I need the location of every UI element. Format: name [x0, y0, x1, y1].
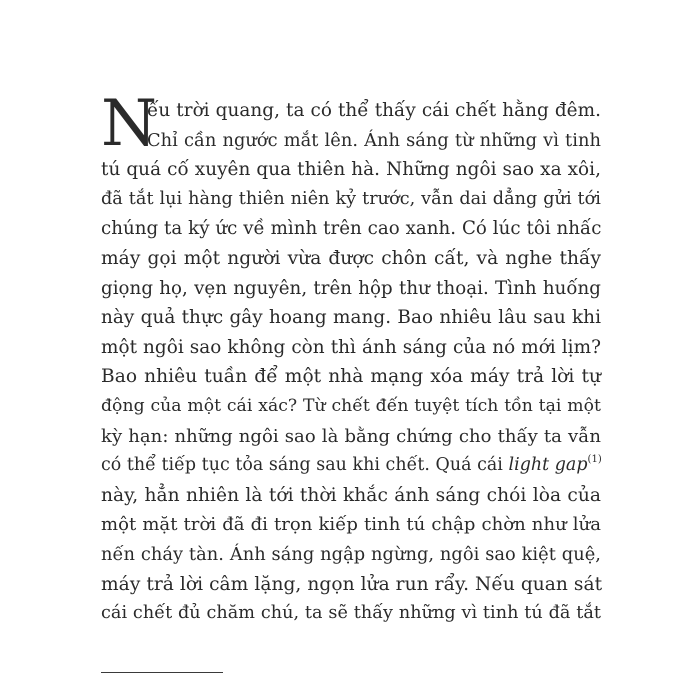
text-line-13 — [101, 451, 601, 481]
light-gap-term: light gap — [508, 455, 588, 476]
text-line-1: ếu trời quang, ta có thể thấy cái chết hằng đêm. — [147, 100, 601, 121]
footnote-marker: (1) — [587, 454, 602, 466]
drop-cap-letter: N — [101, 87, 157, 161]
text-line-5: chúng ta ký ức về mình trên cao xanh. Có lúc tôi nhấc — [101, 218, 602, 240]
text-line-9: một ngôi sao không còn thì ánh sáng của nó mới lịm? — [101, 336, 601, 358]
text-line-14: này, hẳn nhiên là tới thời khắc ánh sáng chói lòa của — [101, 484, 601, 506]
text-line-16: nến cháy tàn. Ánh sáng ngập ngừng, ngôi sao kiệt quệ, — [101, 543, 601, 565]
text-line-10: Bao nhiêu tuần để một nhà mạng xóa máy trả lời tự — [101, 366, 601, 388]
text-line-11: động của một cái xác? Từ chết đến tuyệt tích tồn tại một — [101, 395, 601, 416]
text-line-18: cái chết đủ chăm chú, ta sẽ thấy những vì tinh tú đã tắt — [101, 603, 601, 624]
text-line-6: máy gọi một người vừa được chôn cất, và nghe thấy — [101, 247, 601, 269]
text-line-8: này quả thực gây hoang mang. Bao nhiêu lâu sau khi — [101, 307, 601, 329]
text-line-3: tú quá cố xuyên qua thiên hà. Những ngôi sao xa xôi, — [101, 159, 601, 181]
text-line-13-start: có thể tiếp tục tỏa sáng sau khi chết. Quá cái — [101, 455, 509, 476]
text-line-4: đã tắt lụi hàng thiên niên kỷ trước, vẫn dai dẳng gửi tới — [101, 188, 601, 209]
footnote-separator-rule — [101, 672, 223, 673]
text-line-7: giọng họ, vẹn nguyên, trên hộp thư thoại. Tình huống — [101, 277, 601, 299]
text-line-12: kỳ hạn: những ngôi sao là bằng chứng cho thấy ta vẫn — [101, 425, 601, 447]
text-line-15: một mặt trời đã đi trọn kiếp tinh tú chập chờn như lửa — [101, 514, 601, 536]
text-line-17: máy trả lời câm lặng, ngọn lửa run rẩy. Nếu quan sát — [101, 573, 603, 595]
text-line-2: Chỉ cần ngước mắt lên. Ánh sáng từ những vì tinh — [147, 129, 601, 151]
body-text — [101, 87, 603, 629]
